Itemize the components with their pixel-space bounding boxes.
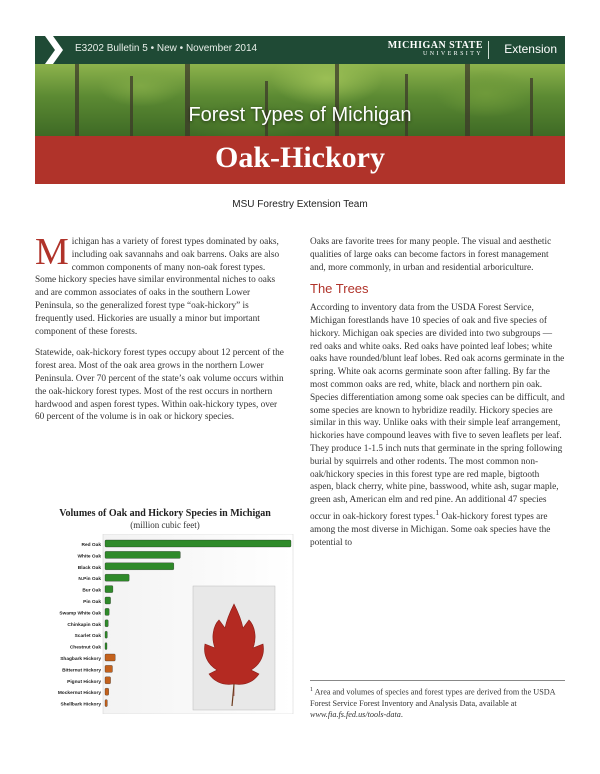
bar-label: N.Pin Oak	[78, 577, 101, 583]
byline: MSU Forestry Extension Team	[232, 199, 368, 210]
bar	[105, 700, 107, 707]
maple-leaf-illustration	[193, 586, 275, 710]
bar	[105, 563, 174, 570]
favorite-trees-paragraph: Oaks are favorite trees for many people. The visual and aesthetic qualities of large oaks can become factors in forest management and, more commonly, in urban and residential arboriculture.	[310, 237, 552, 273]
bar	[105, 643, 107, 650]
header-bar	[35, 36, 565, 64]
bar-label: Red Oak	[81, 543, 101, 548]
bar-label: Swamp White Oak	[59, 611, 101, 617]
bar-label: Shellbark Hickory	[60, 702, 101, 708]
statewide-paragraph: Statewide, oak-hickory forest types occupy about 12 percent of the forest area. Most of the oak area grows in the northern Lower Peninsula. Over 70 percent of the state’s oak volume occurs within the oak-hickory forest types. Most of the rest occurs in northern hardwood and aspen forest types. Within oak-hickory types, over 60 percent of the volume is in oak or hickory species.	[35, 348, 284, 423]
trees-paragraph: According to inventory data from the USDA Forest Service, Michigan forestlands have 10 species of oak and five species of hickory. Michigan oak species are divided into two subgroups — red oaks and white oaks. Red oaks have pointed leaf lobes; white oaks have rounded/blunt leaf lobes. Red oak acorns germinate in the spring. White oak acorns germinate soon after falling. By far the most common oaks are red, white, black and northern pin oak. Species differentiation among some oak species can be difficult, and some species are known to hybridize readily. Hickory species are similar in this way. Unlike oaks with their simple leaf arrangement, hickories have compound leaves with five to seven leaflets per leaf. They produce 1-1.5 inch nuts that germinate in the spring following burial by squirrels and other rodents. The most common non-oak/hickory species in this forest type are red maple, bigtooth aspen, black cherry, white pine, basswood, white ash, sugar maple, green ash, American elm and red pine. An additional 47 species occur in oak-hickory forest types.$^1$ Oak-hickory forest types are among the most diverse in Michigan. Some oak species have the potential to	[310, 303, 565, 548]
series-title: Forest Types of Michigan	[188, 104, 412, 126]
bar-label: Bur Oak	[82, 588, 101, 594]
forest-photo	[35, 64, 565, 136]
bar	[105, 574, 129, 581]
bar	[105, 597, 111, 604]
bar	[105, 654, 115, 661]
footnote: $^1$ Area and volumes of species and forest types are derived from the USDA Forest Service Forest Inventory and Analysis Data, available at www.fia.fs.fed.us/tools-data.	[310, 680, 565, 720]
bulletin-info: E3202 Bulletin 5 • New • November 2014	[75, 43, 258, 54]
bar-label: Pin Oak	[83, 600, 101, 605]
drop-cap: M	[35, 231, 69, 273]
bar	[105, 688, 109, 695]
bar-label: Chestnut Oak	[69, 645, 101, 651]
volume-chart	[35, 534, 295, 714]
left-column	[35, 231, 285, 433]
chart-subtitle: (million cubic feet)	[130, 520, 200, 530]
intro-paragraph: Michigan has a variety of forest types dominated by oaks, including oak savannahs and oak barrens. Oaks are also common components of many non-oak forest types. Some hickory species have similar environmental niches to oaks and are common associates of oaks in the southern Lower Peninsula, so the generalized forest type “oak-hickory” is frequently used. Hickories are usually a minor but important component of these forests.	[35, 231, 280, 337]
right-column	[310, 236, 565, 558]
footnote-link[interactable]: www.fia.fs.fed.us/tools-data	[310, 709, 401, 719]
bar	[105, 631, 107, 638]
logo-divider	[488, 41, 489, 59]
title-banner	[35, 136, 565, 184]
chevron-right-icon	[35, 36, 67, 64]
msu-logo: MICHIGAN STATE UNIVERSITY	[387, 40, 483, 57]
extension-label: Extension	[504, 42, 557, 56]
bar	[105, 551, 180, 558]
bar	[105, 608, 109, 615]
bar-label: Mockernut Hickory	[57, 691, 101, 697]
bar-label: Shagbark Hickory	[60, 657, 101, 662]
page-title: Oak-Hickory	[215, 141, 385, 174]
bar	[105, 665, 112, 672]
bar	[105, 620, 108, 627]
bar-label: Bitternut Hickory	[62, 668, 101, 674]
bar-label: Pignut Hickory	[67, 679, 101, 685]
bar-label: Black Oak	[77, 565, 101, 571]
section-heading: The Trees	[310, 281, 369, 297]
bar-label: Scarlet Oak	[74, 634, 101, 640]
bar	[105, 540, 291, 547]
bar	[105, 677, 111, 684]
bar-label: White Oak	[77, 554, 101, 560]
bar	[105, 586, 113, 593]
bar-label: Chinkapin Oak	[67, 622, 101, 628]
chart-title: Volumes of Oak and Hickory Species in Michigan	[59, 508, 271, 519]
